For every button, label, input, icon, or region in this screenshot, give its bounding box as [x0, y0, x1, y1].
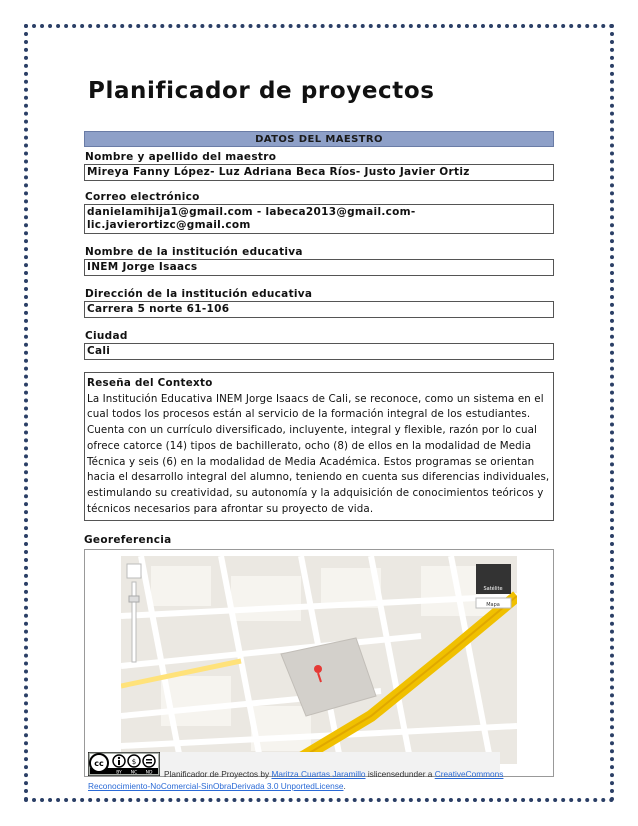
georeference-label: Georeferencia [84, 534, 172, 547]
teacher-data-sheet [84, 131, 554, 777]
license-type-link[interactable]: Reconocimiento-NoComercial-SinObraDerivada 3.0 UnportedLicense [88, 781, 344, 791]
cc-license-badge [88, 752, 160, 776]
svg-text:NC: NC [130, 770, 138, 776]
institution-label: Nombre de la institución educativa [85, 246, 303, 258]
teacher-name-field: Mireya Fanny López- Luz Adriana Beca Ríos- Justo Javier Ortiz [84, 164, 554, 181]
map-image[interactable] [121, 556, 517, 764]
license-line-2 [88, 781, 346, 791]
address-label: Dirección de la institución educativa [85, 288, 313, 300]
page-title: Planificador de proyectos [88, 78, 435, 104]
author-link[interactable]: Maritza Cuartas Jaramillo [271, 769, 366, 779]
context-line: hacia el desarrollo integral del alumno, teniendo en cuenta sus diferencias individuales, [87, 471, 550, 484]
svg-text:$: $ [131, 758, 137, 766]
map-toggle[interactable]: Mapa [486, 602, 500, 609]
license-end: . [343, 781, 346, 791]
email-line-2: lic.javierortizc@gmail.com [87, 219, 251, 231]
cc-link[interactable]: CreativeCommons [434, 769, 504, 779]
city-label: Ciudad [85, 330, 128, 342]
context-line: estimulando su creatividad, su autonomía y la adquisición de conocimientos teóricos y [87, 486, 544, 499]
city-field: Cali [84, 343, 554, 360]
context-line: Cuenta con un currículo diversificado, incluyente, integral y flexible, razón por lo cual [87, 424, 537, 437]
context-line: técnicos necesarios para afrontar su proyecto de vida. [87, 502, 374, 515]
svg-text:ND: ND [145, 770, 153, 776]
license-middle: islicensedunder a [365, 769, 435, 779]
context-box [84, 372, 554, 521]
email-label: Correo electrónico [85, 191, 200, 203]
context-line: ofrece catorce (14) tipos de bachillerato, ocho (8) de ellos en la modalidad de Media [87, 439, 532, 452]
section-header: DATOS DEL MAESTRO [84, 131, 554, 147]
context-title: Reseña del Contexto [87, 377, 213, 389]
email-field [84, 204, 554, 234]
license-line-1 [164, 769, 503, 779]
teacher-name-label: Nombre y apellido del maestro [85, 151, 277, 163]
satellite-toggle[interactable]: Satélite [483, 586, 503, 593]
context-line: cual todos los procesos están al servicio de la formación integral de los estudiantes. [87, 408, 531, 421]
license-prefix: Planificador de Proyectos by [164, 769, 272, 779]
map-frame [84, 549, 554, 777]
svg-text:cc: cc [94, 759, 104, 768]
email-line-1: danielamihija1@gmail.com - labeca2013@gmail.com- [87, 206, 416, 218]
svg-text:BY: BY [116, 770, 122, 776]
institution-field: INEM Jorge Isaacs [84, 259, 554, 276]
address-field: Carrera 5 norte 61-106 [84, 301, 554, 318]
context-line: Técnica y seis (6) en la modalidad de Media Académica. Estos programas se orientan [87, 455, 535, 468]
context-line: La Institución Educativa INEM Jorge Isaacs de Cali, se reconoce, como un sistema en el [87, 392, 544, 405]
